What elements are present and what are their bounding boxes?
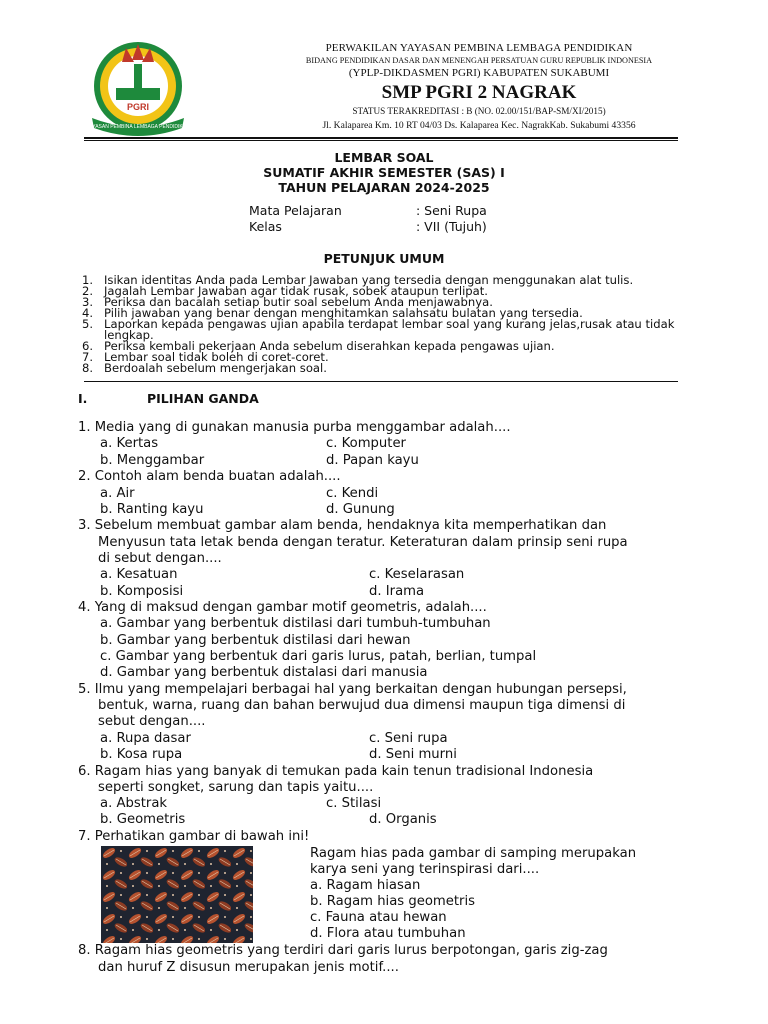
instruction-text: Lembar soal tidak boleh di coret-coret. [104,350,329,364]
q6-option-b: b. Geometris [100,812,186,827]
class-label: Kelas [249,219,282,234]
section-title: PILIHAN GANDA [147,391,259,406]
logo-ribbon-text: YAYASAN PEMBINA LEMBAGA PENDIDIKAN [86,124,190,130]
school-address: Jl. Kalaparea Km. 10 RT 04/03 Ds. Kalaparea Kec. NagrakKab. Sukabumi 43356 [322,120,636,131]
q3-option-b: b. Komposisi [100,584,184,599]
q2-option-a: a. Air [100,486,135,501]
q2-option-d: d. Gunung [326,502,395,517]
q5-option-a: a. Rupa dasar [100,731,191,746]
doc-subtitle: SUMATIF AKHIR SEMESTER (SAS) I [263,165,505,180]
question-5-line3: sebut dengan.... [98,714,206,729]
class-value: : VII (Tujuh) [416,219,487,234]
q4-option-c: c. Gambar yang berbentuk dari garis lurus, patah, berlian, tumpal [100,649,537,664]
question-7-line1: Ragam hias pada gambar di samping merupakan [310,846,637,861]
q7-option-b: b. Ragam hias geometris [310,894,476,909]
letterhead-divider-thin [84,140,678,141]
subject-label: Mata Pelajaran [249,203,342,218]
q4-option-a: a. Gambar yang berbentuk distilasi dari tumbuh-tumbuhan [100,616,491,631]
instruction-text: Isikan identitas Anda pada Lembar Jawaban yang tersedia dengan menggunakan alat tulis. [104,273,634,287]
school-name: SMP PGRI 2 NAGRAK [381,82,577,103]
question-2: 2. Contoh alam benda buatan adalah.... [78,469,341,484]
q7-option-a: a. Ragam hiasan [310,878,421,893]
question-1: 1. Media yang di gunakan manusia purba menggambar adalah.... [78,420,511,435]
question-4: 4. Yang di maksud dengan gambar motif geometris, adalah.... [78,600,487,615]
q6-option-c: c. Stilasi [326,796,382,811]
question-3-line3: di sebut dengan.... [98,551,222,566]
question-7-line2: karya seni yang terinspirasi dari.... [310,862,540,877]
instruction-text: Periksa dan bacalah setiap butir soal sebelum Anda menjawabnya. [104,295,493,309]
question-7: 7. Perhatikan gambar di bawah ini! [78,829,310,844]
instruction-item [82,319,722,341]
question-3: 3. Sebelum membuat gambar alam benda, hendaknya kita memperhatikan dan [78,518,607,533]
q7-option-c: c. Fauna atau hewan [310,910,447,925]
instruction-number: 4. [82,306,94,320]
instruction-text: Pilih jawaban yang benar dengan menghitamkan salahsatu bulatan yang tersedia. [104,306,583,320]
q5-option-d: d. Seni murni [369,747,457,762]
instruction-number: 8. [82,361,94,375]
q3-option-a: a. Kesatuan [100,567,178,582]
header-foundation: PERWAKILAN YAYASAN PEMBINA LEMBAGA PENDIDIKAN [325,42,633,54]
instruction-number: 5. [82,317,94,331]
instruction-number: 3. [82,295,94,309]
letterhead-divider [84,137,678,139]
instruction-text: Laporkan kepada pengawas ujian apabila terdapat lembar soal yang kurang jelas,rusak atau tidak lengkap. [104,317,675,342]
header-division: BIDANG PENDIDIKAN DASAR DAN MENENGAH PERSATUAN GURU REPUBLIK INDONESIA [305,56,653,65]
q6-option-d: d. Organis [369,812,437,827]
instructions-list [82,275,722,374]
q3-option-c: c. Keselarasan [369,567,465,582]
q2-option-c: c. Kendi [326,486,379,501]
q7-option-d: d. Flora atau tumbuhan [310,926,466,941]
question-5: 5. Ilmu yang mempelajari berbagai hal yang berkaitan dengan hubungan persepsi, [78,682,627,697]
q4-option-b: b. Gambar yang berbentuk distilasi dari hewan [100,633,411,648]
instruction-item [82,363,722,374]
instructions-heading: PETUNJUK UMUM [323,251,445,266]
header-district: (YPLP-DIKDASMEN PGRI) KABUPATEN SUKABUMI [348,67,610,79]
logo-pgri-text: PGRI [126,102,150,112]
instruction-number: 1. [82,273,94,287]
q3-option-d: d. Irama [369,584,425,599]
subject-value: : Seni Rupa [416,203,487,218]
q5-option-c: c. Seni rupa [369,731,448,746]
batik-leaf-motif-image [101,846,253,943]
q5-option-b: b. Kosa rupa [100,747,183,762]
question-8: 8. Ragam hias geometris yang terdiri dari garis lurus berpotongan, garis zig-zag [78,943,608,958]
academic-year: TAHUN PELAJARAN 2024-2025 [278,180,490,195]
doc-title: LEMBAR SOAL [334,150,434,165]
instruction-number: 2. [82,284,94,298]
accreditation-status: STATUS TERAKREDITASI : B (NO. 02.00/151/BAP-SM/XI/2015) [352,106,606,116]
q2-option-b: b. Ranting kayu [100,502,204,517]
q1-option-a: a. Kertas [100,436,159,451]
q4-option-d: d. Gambar yang berbentuk distalasi dari manusia [100,665,428,680]
instruction-number: 7. [82,350,94,364]
question-8-line2: dan huruf Z disusun merupakan jenis motif.... [98,960,399,975]
question-5-line2: bentuk, warna, ruang dan bahan berwujud dua dimensi maupun tiga dimensi di [98,698,626,713]
instruction-text: Jagalah Lembar Jawaban agar tidak rusak, sobek ataupun terlipat. [104,284,488,298]
q1-option-d: d. Papan kayu [326,453,419,468]
q1-option-b: b. Menggambar [100,453,205,468]
instructions-divider [84,381,678,382]
q6-option-a: a. Abstrak [100,796,168,811]
instruction-text: Berdoalah sebelum mengerjakan soal. [104,361,327,375]
q1-option-c: c. Komputer [326,436,406,451]
question-3-line2: Menyusun tata letak benda dengan teratur. Keteraturan dalam prinsip seni rupa [98,535,628,550]
question-6-line2: seperti songket, sarung dan tapis yaitu.... [98,780,374,795]
section-number: I. [78,391,88,406]
instruction-text: Periksa kembali pekerjaan Anda sebelum diserahkan kepada pengawas ujian. [104,339,555,353]
instruction-number: 6. [82,339,94,353]
question-6: 6. Ragam hias yang banyak di temukan pada kain tenun tradisional Indonesia [78,764,594,779]
